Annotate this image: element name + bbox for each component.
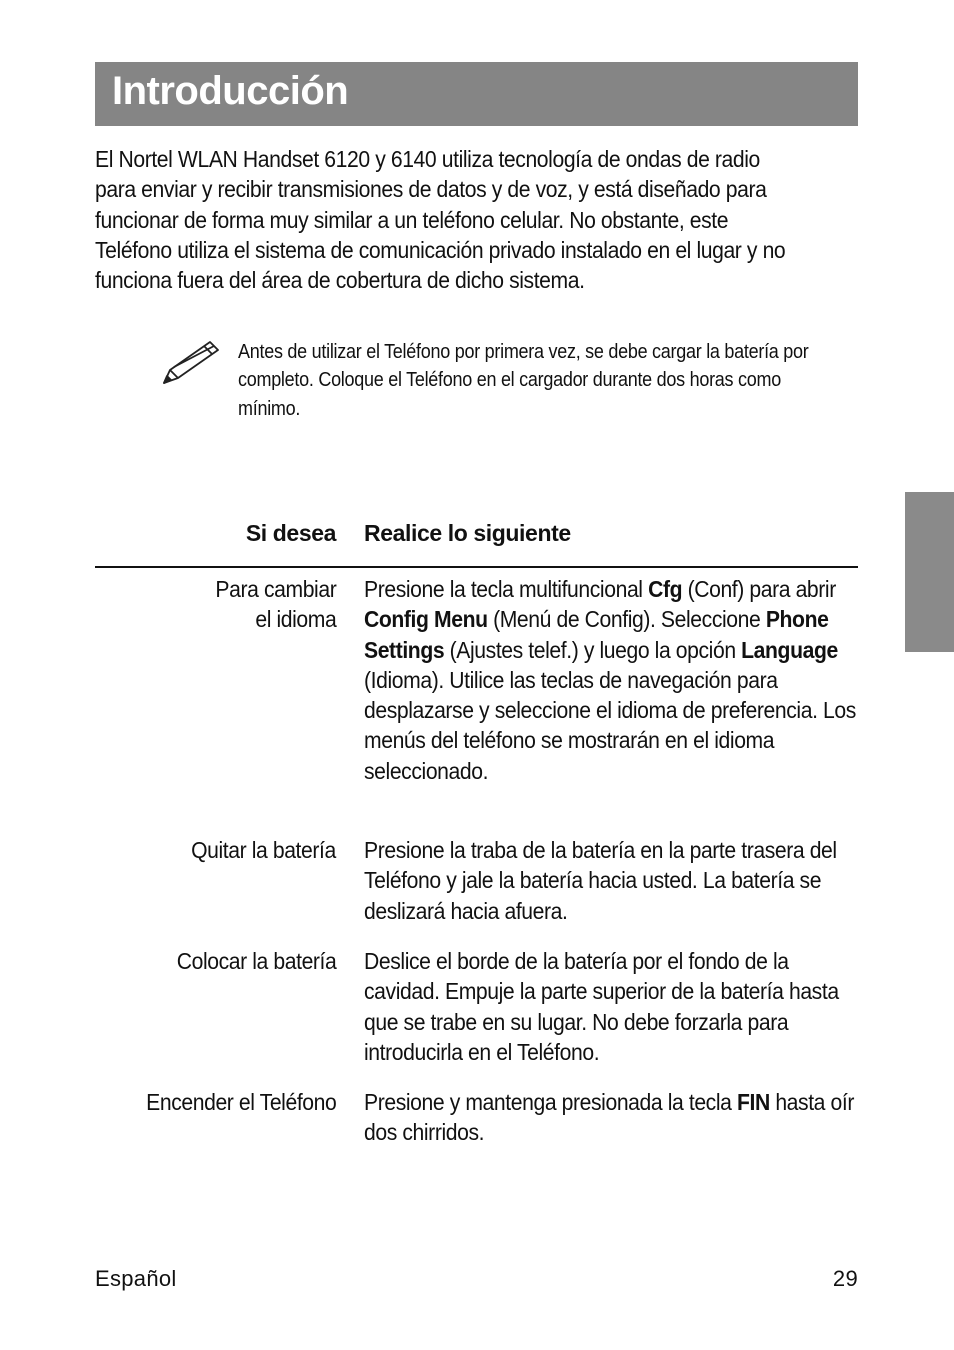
table-row-2-instructions: Presione la traba de la batería en la parte trasera del Teléfono y jale la batería hacia usted. La batería se deslizará hacia afuera. <box>364 837 837 924</box>
table-row-1-instructions <box>364 574 859 786</box>
key-fin: FIN <box>736 1089 770 1115</box>
table-row-4-instructions <box>364 1087 859 1148</box>
text-run: Presione la tecla multifuncional <box>364 576 649 602</box>
section-title-bar <box>95 62 858 126</box>
footer-language: Español <box>95 1266 177 1291</box>
key-cfg: Cfg <box>648 576 683 602</box>
table-header-realice: Realice lo siguiente <box>364 520 571 546</box>
text-run: (Menú de Config). Seleccione <box>487 606 766 633</box>
table-header-si-desea: Si desea <box>245 520 336 546</box>
section-tab-marker <box>905 492 954 652</box>
menu-language: Language <box>741 636 838 663</box>
pencil-icon <box>160 336 224 388</box>
text-run: (Ajustes telef.) y luego la opción <box>444 636 742 663</box>
table-row-3-instructions: Deslice el borde de la batería por el fondo de la cavidad. Empuje la parte superior de la batería hasta que se trabe en su lugar. No debe forzarla para introducirla en el Teléfono. <box>364 948 839 1065</box>
table-row-3-task: Colocar la batería <box>176 948 336 974</box>
table-header-rule <box>95 566 858 568</box>
note-text: Antes de utilizar el Teléfono por primera vez, se debe cargar la batería por completo. Coloque el Teléfono en el cargador durante dos horas como mínimo. <box>238 341 809 420</box>
page-number: 29 <box>832 1266 858 1291</box>
text-run: (Idioma). Utilice las teclas de navegación para desplazarse y seleccione el idioma de preferencia. Los menús del teléfono se mostrarán en el idioma seleccionado. <box>364 666 856 784</box>
text-run: hasta oír dos chirridos. <box>364 1089 854 1146</box>
table-row-4-task: Encender el Teléfono <box>145 1089 336 1115</box>
text-run: Presione y mantenga presionada la tecla <box>364 1089 737 1115</box>
menu-phone-settings: Phone Settings <box>364 606 829 663</box>
intro-paragraph: El Nortel WLAN Handset 6120 y 6140 utiliza tecnología de ondas de radio para enviar y recibir transmisiones de datos y de voz, y está diseñado para funcionar de forma muy similar a un teléfono celular. No obstante, este Teléfono utiliza el sistema de comunicación privado instalado en el lugar y no funciona fuera del área de cobertura de dicho sistema. <box>95 146 786 294</box>
table-row-1-task <box>215 574 336 635</box>
task-line-2: el idioma <box>255 606 336 633</box>
table-row-2-task: Quitar la batería <box>191 837 336 863</box>
page-title: Introducción <box>112 69 349 113</box>
menu-config: Config Menu <box>364 606 488 633</box>
task-line-1: Para cambiar <box>215 576 336 602</box>
text-run: (Conf) para abrir <box>682 576 836 602</box>
